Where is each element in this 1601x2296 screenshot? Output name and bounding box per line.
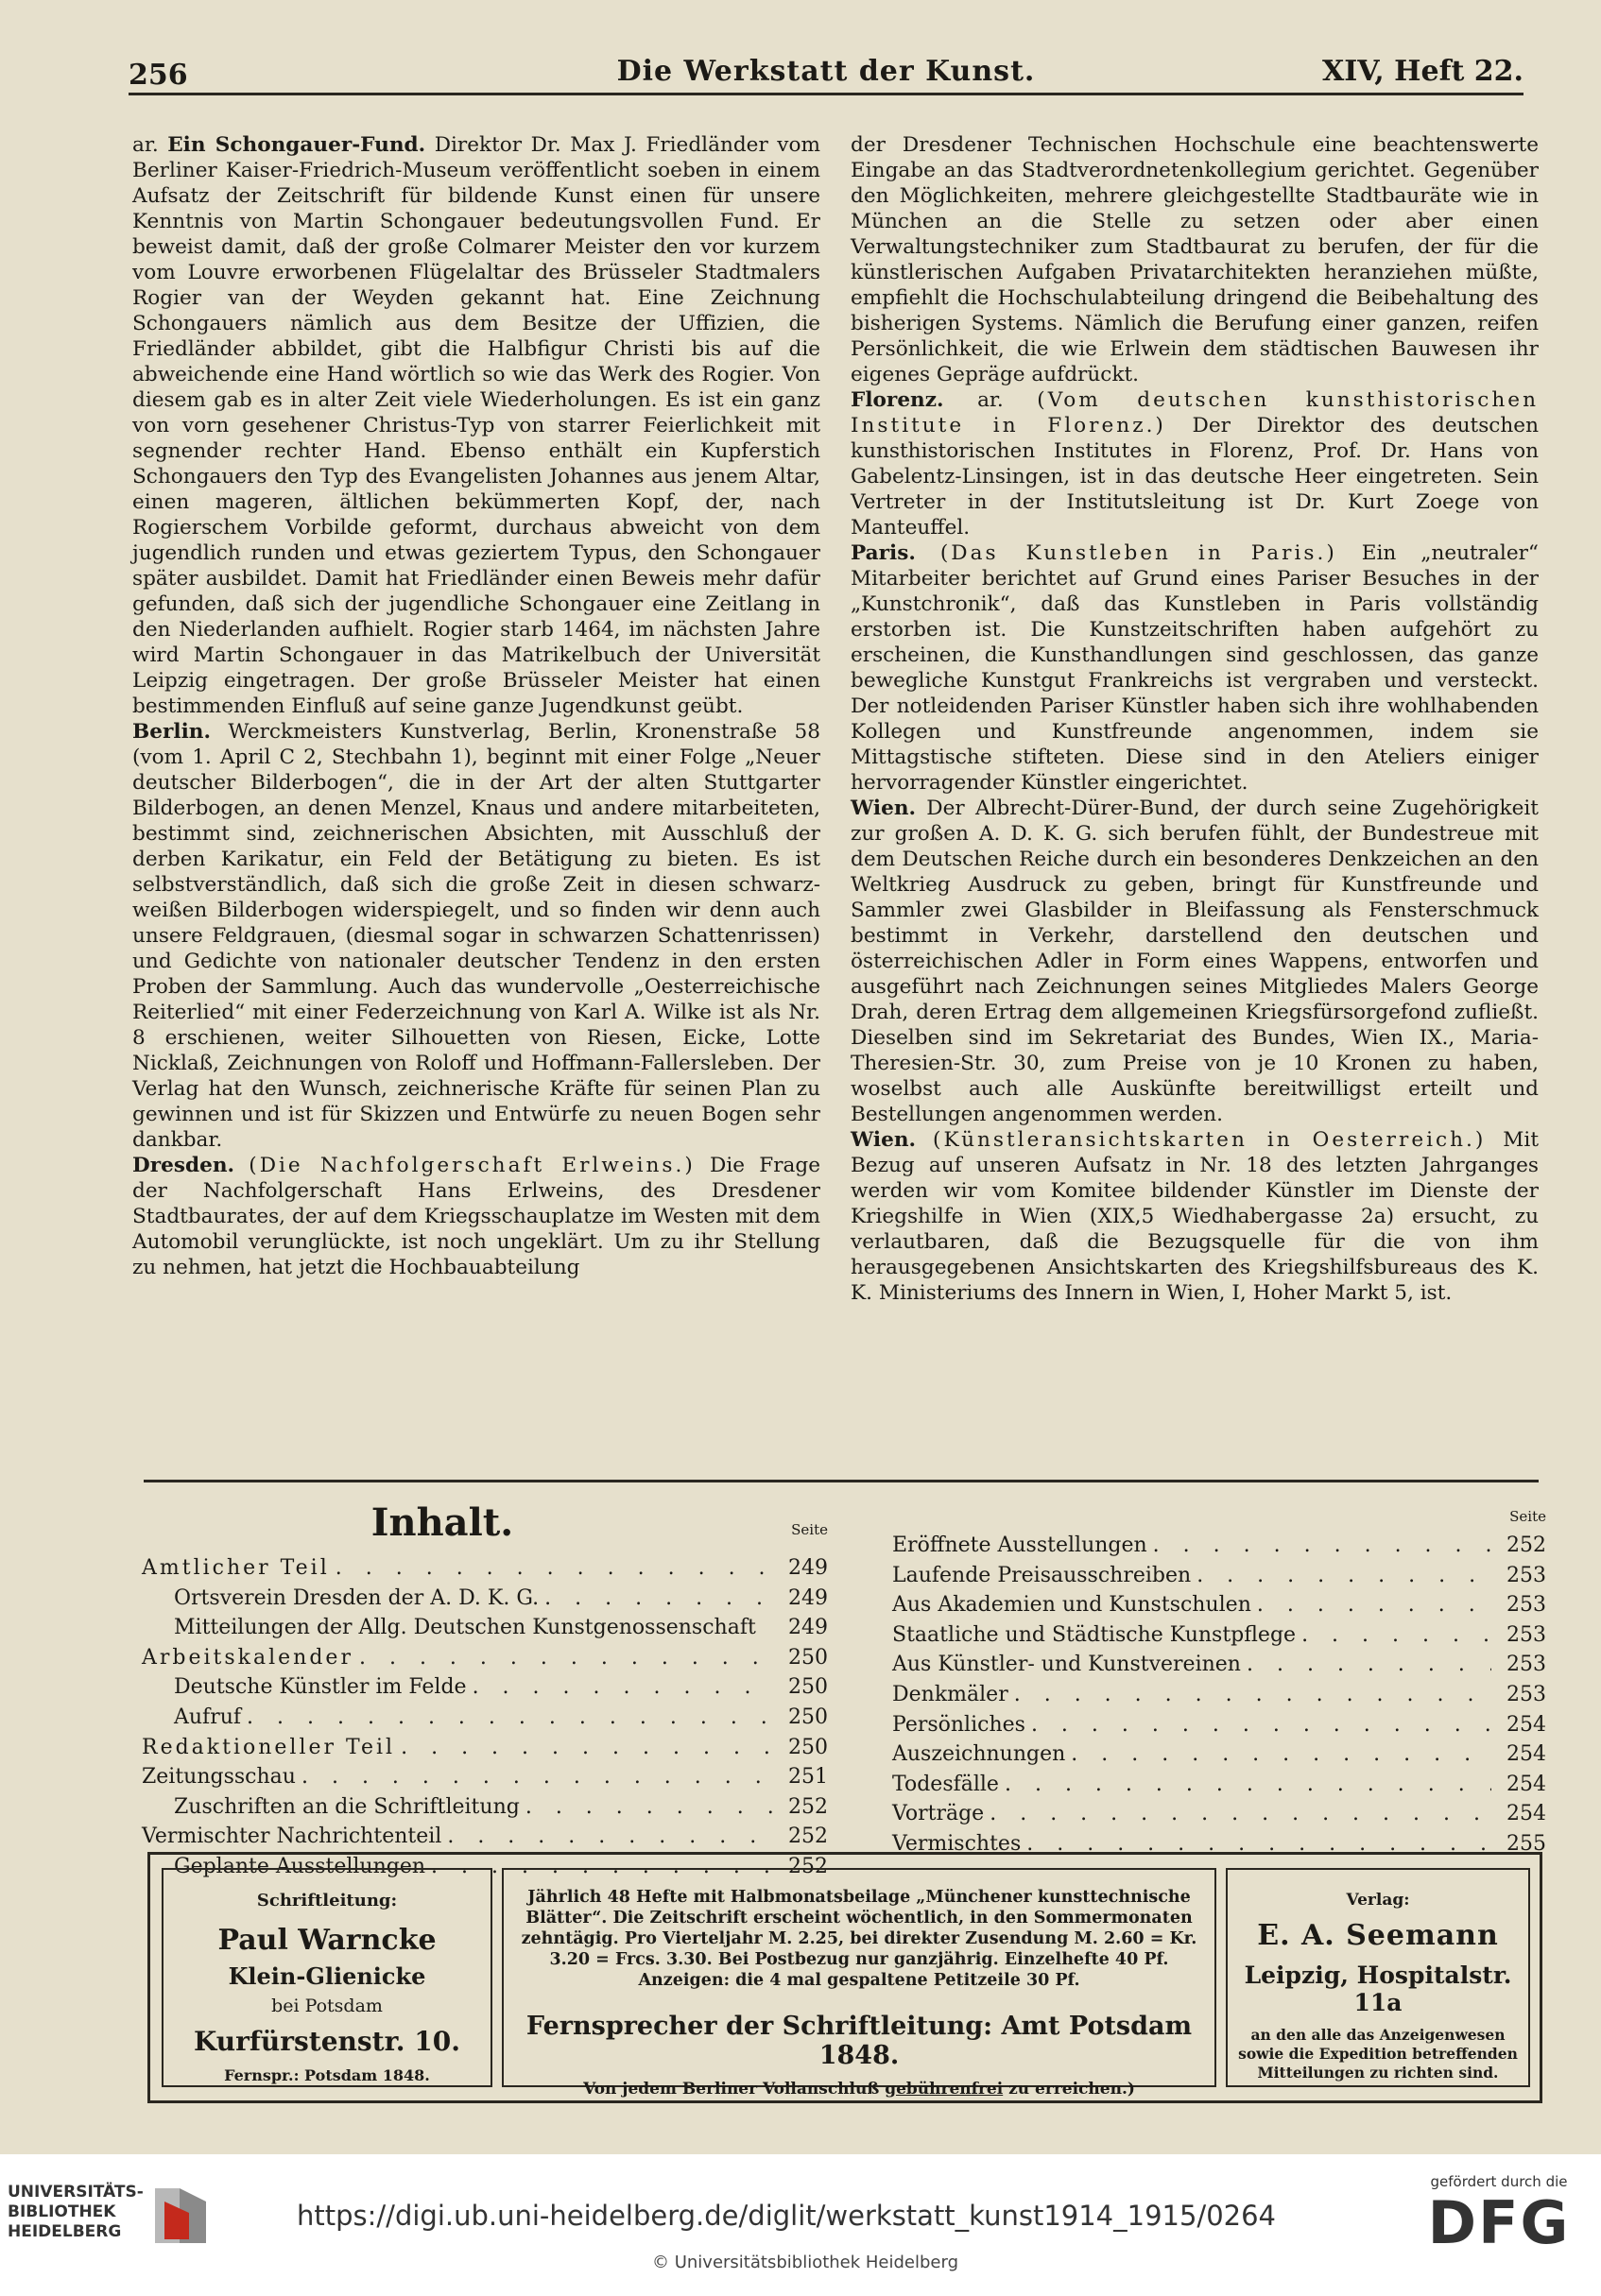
- journal-title: Die Werkstatt der Kunst.: [616, 55, 1036, 88]
- toc-entry-page: 253: [1506, 1653, 1546, 1677]
- toc-entry: [142, 1822, 828, 1852]
- toc-entry-page: 250: [788, 1675, 828, 1700]
- toc-entry-label: Arbeitskalender: [142, 1645, 353, 1670]
- article-heading: Wien.: [851, 797, 917, 820]
- toc-leader-dots: [1296, 1620, 1491, 1651]
- toc-entry-page: 254: [1506, 1742, 1546, 1767]
- right-article-column: [851, 132, 1539, 1306]
- toc-leader-dots: [467, 1672, 773, 1703]
- editor-name: Paul Warncke: [217, 1924, 437, 1957]
- toc-entry-page: 254: [1506, 1712, 1546, 1737]
- page-number: 256: [129, 59, 188, 92]
- article-subheading: (Die Nachfolgerschaft Erlweins.): [249, 1154, 696, 1177]
- table-of-contents-right: [892, 1493, 1546, 1859]
- toc-entry: [892, 1650, 1546, 1680]
- toc-entry-label: Auszeichnungen: [892, 1742, 1066, 1767]
- article-body: Direktor Dr. Max J. Friedländer vom Berliner Kaiser-Friedrich-Museum veröffentlicht soeben in einem Aufsatz der Zeitschrift für bildende Kunst einen für unsere Kenntnis von Martin Schongauer bedeutungsvollen Fund. Er beweist damit, daß der große Colmarer Meister den vor kurzem vom Louvre erworbenen Flügelaltar des Brüsseler Stadtmalers Rogier van der Weyden gekannt hat. Eine Zeichnung Schongauers nämlich aus dem Besitze der Uffizien, die Friedländer abbildet, gibt die Halbfigur Christi bis auf die abweichende eine Hand wörtlich so wie das Werk des Rogier. Von diesem gab es in alter Zeit viele Wiederholungen. Es ist ein ganz von vorn gesehener Christus-Typ von starrer Feierlichkeit mit segnender rechter Hand. Ebenso enthält ein Kupferstich Schongauers den Typ des Evangelisten Johannes aus jenem Altar, einen mageren, ältlichen bekümmerten Kopf, der, nach Rogierschem Vorbilde geformt, durchaus abweicht von dem jugendlich runden und etwas geziertem Typus, den Schongauer später ausbildet. Damit hat Friedländer einen Beweis mehr dafür gefunden, daß sich der jugendliche Schongauer eine Zeitlang in den Niederlanden aufhielt. Rogier starb 1464, im nächsten Jahre wird Martin Schongauer in das Matrikelbuch der Universität Leipzig eingetragen. Der große Brüsseler Meister hat einen bestimmenden Einfluß auf seine ganze Jugendkunst geübt.: [132, 133, 820, 718]
- toc-entry-label: Zeitungsschau: [142, 1765, 296, 1790]
- toc-entry: [892, 1561, 1546, 1591]
- toc-leader-dots: [539, 1584, 773, 1614]
- subscription-text: Jährlich 48 Hefte mit Halbmonatsbeilage „Münchener kunsttechnische Blätter“. Die Zeitschrift erscheint wöchentlich, in den Sommermonaten zehntägig. Pro Vierteljahr M. 2.25, bei direkter Zusendung M. 2.60 = Kr. 3.20 = Frcs. 3.30. Bei Postbezug nur ganzjährig. Einzelhefte 40 Pf. Anzeigen: die 4 mal gespaltene Petitzeile 30 Pf.: [521, 1888, 1197, 1990]
- toc-entry: [892, 1590, 1546, 1620]
- table-of-contents-left: [142, 1493, 828, 1882]
- viewer-footer: [0, 2154, 1601, 2296]
- toc-entry-page: 251: [788, 1765, 828, 1790]
- phone-note: [504, 2080, 1214, 2099]
- toc-entry-page: 249: [788, 1585, 828, 1610]
- publisher-label: Verlag:: [1346, 1891, 1410, 1910]
- toc-entry-label: Redaktioneller Teil: [142, 1735, 396, 1759]
- toc-title: Inhalt.: [370, 1500, 514, 1545]
- publisher-name: E. A. Seemann: [1257, 1919, 1499, 1952]
- toc-entry-label: Amtlicher Teil: [142, 1556, 330, 1580]
- toc-entry-page: 255: [1506, 1831, 1546, 1856]
- phone-note-pre: Von jedem Berliner Vollanschluß: [583, 2080, 880, 2099]
- phone-note-underlined: gebührenfrei: [885, 2080, 1004, 2099]
- article-subheading: (Künstleransichtskarten in Oesterreich.): [933, 1128, 1487, 1152]
- toc-entry-page: 250: [788, 1705, 828, 1729]
- article-paragraph: [132, 719, 820, 1153]
- toc-entry-label: Vorträge: [892, 1802, 985, 1826]
- toc-leader-dots: [999, 1770, 1491, 1800]
- article-paragraph: [851, 540, 1539, 796]
- article-subheading: (Vom deutschen kunsthistorischen Institute in Florenz.): [851, 388, 1539, 437]
- toc-page-header: Seite: [791, 1521, 828, 1538]
- left-article-column: [132, 132, 820, 1280]
- toc-entry: [142, 1762, 828, 1792]
- toc-entry: [142, 1792, 828, 1823]
- article-body: Ein „neutraler“ Mitarbeiter berichtet auf Grund eines Pariser Besuches in der „Kunstchronik“, daß das Kunstleben in Paris vollständig erstorben ist. Die Kunstzeitschriften haben aufgehört zu erscheinen, die Kunsthandlungen sind geschlossen, das ganze bewegliche Kunstgut Frankreichs ist vergraben und versteckt. Der notleidenden Pariser Künstler haben sich ihre wohlhabenden Kollegen und Kunstfreunde angenommen, indem sie Mittagstische stifteten. Diese sind in den Ateliers einiger hervorragender Künstler eingerichtet.: [851, 541, 1539, 795]
- toc-leader-dots: [241, 1703, 773, 1733]
- toc-page-header-right: Seite: [1509, 1508, 1546, 1525]
- article-author-tag: ar.: [132, 133, 159, 157]
- article-body: Die Frage der Nachfolgerschaft Hans Erlweins, des Dresdener Stadtbaurates, der auf dem Kriegsschauplatze im Westen mit dem Automobil verunglückte, ist noch ungeklärt. Um zu ihr Stellung zu nehmen, hat jetzt die Hochbauabteilung: [132, 1154, 820, 1279]
- toc-leader-dots: [1241, 1650, 1491, 1680]
- toc-entry-label: Denkmäler: [892, 1682, 1008, 1706]
- imprint-frame: [147, 1852, 1542, 2103]
- permalink-url[interactable]: https://digi.ub.uni-heidelberg.de/diglit/werkstatt_kunst1914_1915/0264: [297, 2200, 1276, 2232]
- article-heading: Wien.: [851, 1128, 917, 1152]
- article-paragraph: [851, 796, 1539, 1127]
- article-body: Werckmeisters Kunstverlag, Berlin, Kronenstraße 58 (vom 1. April C 2, Stechbahn 1), beginnt mit einer Folge „Neuer deutscher Bilderbogen“, die in der Art der alten Stuttgarter Bilderbogen, an denen Menzel, Knaus und andere mitarbeiteten, bestimmt sind, zeichnerischen Absichten, mit Ausschluß der derben Karikatur, ein Feld der Betätigung zu bieten. Es ist selbstverständlich, daß sich die große Zeit in diesen schwarz-weißen Bilderbogen widerspiegelt, und so finden wir denn auch unsere Feldgrauen, (diesmal sogar in schwarzen Schattenrissen) und Gedichte von nationaler deutscher Tendenz in den ersten Proben der Sammlung. Auch das wundervolle „Oesterreichische Reiterlied“ mit einer Federzeichnung von Karl A. Wilke ist als Nr. 8 erschienen, weiter Silhouetten von Riesen, Eicke, Lotte Nicklaß, Zeichnungen von Roloff und Hoffmann-Fallersleben. Der Verlag hat den Wunsch, zeichnerische Kräfte für seinen Plan zu gewinnen und ist für Skizzen und Entwürfe zu neuen Bogen sehr dankbar.: [132, 720, 820, 1152]
- toc-entry-page: 253: [1506, 1563, 1546, 1587]
- toc-entry-label: Deutsche Künstler im Felde: [174, 1675, 467, 1700]
- article-heading: Berlin.: [132, 720, 211, 744]
- running-header: [129, 49, 1524, 96]
- toc-entry-page: 254: [1506, 1802, 1546, 1826]
- editor-near: bei Potsdam: [271, 1996, 383, 2016]
- dfg-logo[interactable]: [1423, 2173, 1575, 2256]
- toc-leader-dots: [1191, 1561, 1491, 1591]
- toc-leader-dots: [1065, 1739, 1491, 1770]
- editor-phone: Fernspr.: Potsdam 1848.: [224, 2066, 430, 2084]
- library-name-line2: BIBLIOTHEK: [8, 2202, 116, 2221]
- toc-entry-label: Zuschriften an die Schriftleitung: [174, 1794, 520, 1819]
- publisher-box: [1226, 1868, 1530, 2087]
- subscription-box: [502, 1868, 1216, 2099]
- toc-leader-dots: [395, 1733, 773, 1763]
- article-body: Der Albrecht-Dürer-Bund, der durch seine Zugehörigkeit zur großen A. D. K. G. sich berufen fühlt, der Bundestreue mit dem Deutschen Reiche durch ein besonderes Denkzeichen an den Weltkrieg Ausdruck zu geben, bringt für Kunstfreunde und Sammler zwei Glasbilder in Bleifassung als Fensterschmuck bestimmt in Verkehr, darstellend den deutschen und österreichischen Adler in Form eines Wappens, entworfen und ausgeführt nach Zeichnungen seines Mitgliedes Malers George Drah, deren Ertrag dem allgemeinen Kriegsfürsorgefond zufließt. Dieselben sind im Sekretariat des Bundes, Wien IX., Maria-Theresien-Str. 30, zum Preise von je 10 Kronen zu haben, woselbst auch alle Auskünfte bereitwilligst erteilt und Bestellungen angenommen werden.: [851, 797, 1539, 1126]
- article-author-tag: ar.: [977, 388, 1004, 412]
- toc-entry-page: 249: [788, 1556, 828, 1580]
- toc-leader-dots: [1251, 1590, 1491, 1620]
- toc-entry-page: 253: [1506, 1593, 1546, 1618]
- toc-entry-label: Vermischtes: [892, 1831, 1022, 1856]
- toc-entry: [142, 1553, 828, 1584]
- toc-entry: [142, 1672, 828, 1703]
- funder-note: gefördert durch die: [1430, 2173, 1568, 2190]
- toc-leader-dots: [353, 1643, 773, 1673]
- toc-entry-label: Persönliches: [892, 1712, 1025, 1737]
- article-paragraph: [851, 1127, 1539, 1306]
- library-name-line3: HEIDELBERG: [8, 2222, 122, 2241]
- article-paragraph: [132, 1153, 820, 1280]
- toc-entry: [892, 1799, 1546, 1829]
- publisher-note: an den alle das Anzeigenwesen sowie die Expedition betreffenden Mitteilungen zu richten sind.: [1238, 2026, 1518, 2082]
- editor-street: Kurfürstenstr. 10.: [194, 2026, 460, 2057]
- article-body: Mit Bezug auf unseren Aufsatz in Nr. 18 des letzten Jahrganges werden wir vom Komitee bildender Künstler im Dienste der Kriegshilfe in Wien (XIX,5 Wiedhabergasse 2a) ersucht, zu verlautbaren, daß die Bezugsquelle für die von ihm herausgegebenen Ansichtskarten des Kriegshilfsbureaus des K. K. Ministeriums des Innern in Wien, I, Hoher Markt 5, ist.: [851, 1128, 1539, 1305]
- toc-entry-page: 249: [788, 1616, 828, 1640]
- toc-leader-dots: [1025, 1710, 1491, 1740]
- issue-number: XIV, Heft 22.: [1321, 55, 1524, 88]
- editor-label: Schriftleitung:: [256, 1891, 398, 1910]
- toc-leader-dots: [1147, 1531, 1491, 1561]
- editor-box: [162, 1868, 492, 2087]
- phone-note-post: zu erreichen.): [1008, 2080, 1135, 2099]
- toc-entry-label: Vermischter Nachrichtenteil: [142, 1825, 442, 1849]
- toc-leader-dots: [984, 1799, 1491, 1829]
- toc-leader-dots: [520, 1792, 773, 1823]
- toc-entry-page: 252: [788, 1794, 828, 1819]
- toc-entry-label: Aus Akademien und Kunstschulen: [892, 1593, 1251, 1618]
- toc-entry-label: Aufruf: [174, 1705, 242, 1729]
- toc-entry-label: Staatliche und Städtische Kunstpflege: [892, 1622, 1297, 1647]
- toc-entry-label: Geplante Ausstellungen: [174, 1854, 426, 1878]
- toc-entry-page: 252: [1506, 1534, 1546, 1557]
- article-heading: Paris.: [851, 541, 916, 565]
- toc-entry: [892, 1710, 1546, 1740]
- editor-phone-line: Fernsprecher der Schriftleitung: Amt Potsdam 1848.: [525, 2012, 1193, 2070]
- toc-entry: [142, 1733, 828, 1763]
- toc-entry: [892, 1739, 1546, 1770]
- toc-entry-page: 252: [788, 1854, 828, 1878]
- editor-place: Klein-Glienicke: [228, 1962, 426, 1990]
- funder-name: DFG: [1427, 2188, 1571, 2257]
- toc-entry-label: Aus Künstler- und Kunstvereinen: [892, 1653, 1241, 1677]
- toc-entry: [892, 1531, 1546, 1561]
- toc-entry: [142, 1703, 828, 1733]
- toc-entry: [892, 1770, 1546, 1800]
- toc-entry: [142, 1643, 828, 1673]
- toc-entry-page: 253: [1506, 1622, 1546, 1647]
- toc-entry-page: 252: [788, 1825, 828, 1849]
- toc-entry-page: 254: [1506, 1772, 1546, 1796]
- toc-entry-label: Todesfälle: [892, 1772, 999, 1796]
- publisher-address: Leipzig, Hospitalstr. 11a: [1244, 1962, 1512, 2016]
- article-paragraph: [851, 387, 1539, 540]
- toc-entry: [142, 1584, 828, 1614]
- toc-entry: [892, 1680, 1546, 1710]
- toc-entry-page: 250: [788, 1645, 828, 1670]
- toc-entry: [142, 1613, 828, 1643]
- toc-entry-label: Ortsverein Dresden der A. D. K. G.: [174, 1585, 540, 1610]
- library-name-line1: UNIVERSITÄTS-: [8, 2183, 144, 2202]
- section-divider: [144, 1480, 1539, 1482]
- toc-leader-dots: [296, 1762, 773, 1792]
- toc-entry-label: Eröffnete Ausstellungen: [892, 1534, 1147, 1557]
- article-paragraph: [132, 132, 820, 719]
- article-heading: Ein Schongauer-Fund.: [167, 133, 426, 157]
- copyright-notice: © Universitätsbibliothek Heidelberg: [652, 2253, 959, 2272]
- toc-leader-dots: [1008, 1680, 1491, 1710]
- library-emblem-icon: [151, 2183, 210, 2247]
- article-paragraph: [851, 132, 1539, 387]
- toc-leader-dots: [441, 1822, 773, 1852]
- article-body: der Dresdener Technischen Hochschule eine beachtenswerte Eingabe an das Stadtverordnetenkollegium gerichtet. Gegenüber den Möglichkeiten, mehrere gleichgestellte Stadtbauräte wie in München an die Stelle zu setzen oder aber einen Verwaltungstechniker zum Stadtbaurat zu berufen, der für die künstlerischen Aufgaben Privatarchitekten heranziehen müßte, empfiehlt die Hochschulabteilung dringend die Beibehaltung des bisherigen Systems. Nämlich die Berufung einer ganzen, reifen Persönlichkeit, die wie Erlwein dem städtischen Bauwesen ihr eigenes Gepräge aufdrückt.: [851, 133, 1539, 386]
- article-body: Der Direktor des deutschen kunsthistorischen Institutes in Florenz, Prof. Dr. Hans von Gabelentz-Linsingen, ist in das deutsche Heer eingetreten. Sein Vertreter in der Institutsleitung ist Dr. Kurt Zoege von Manteuffel.: [851, 414, 1539, 540]
- toc-entry-page: 250: [788, 1735, 828, 1759]
- article-heading: Florenz.: [851, 388, 944, 412]
- library-logo[interactable]: [8, 2183, 144, 2242]
- toc-leader-dots: [330, 1553, 773, 1584]
- article-subheading: (Das Kunstleben in Paris.): [939, 541, 1337, 565]
- header-rule: [129, 93, 1524, 95]
- toc-entry-label: Laufende Preisausschreiben: [892, 1563, 1192, 1587]
- article-heading: Dresden.: [132, 1154, 235, 1177]
- toc-entry-page: 253: [1506, 1682, 1546, 1706]
- toc-entry-label: Mitteilungen der Allg. Deutschen Kunstgenossenschaft: [174, 1616, 756, 1640]
- toc-entry: [892, 1620, 1546, 1651]
